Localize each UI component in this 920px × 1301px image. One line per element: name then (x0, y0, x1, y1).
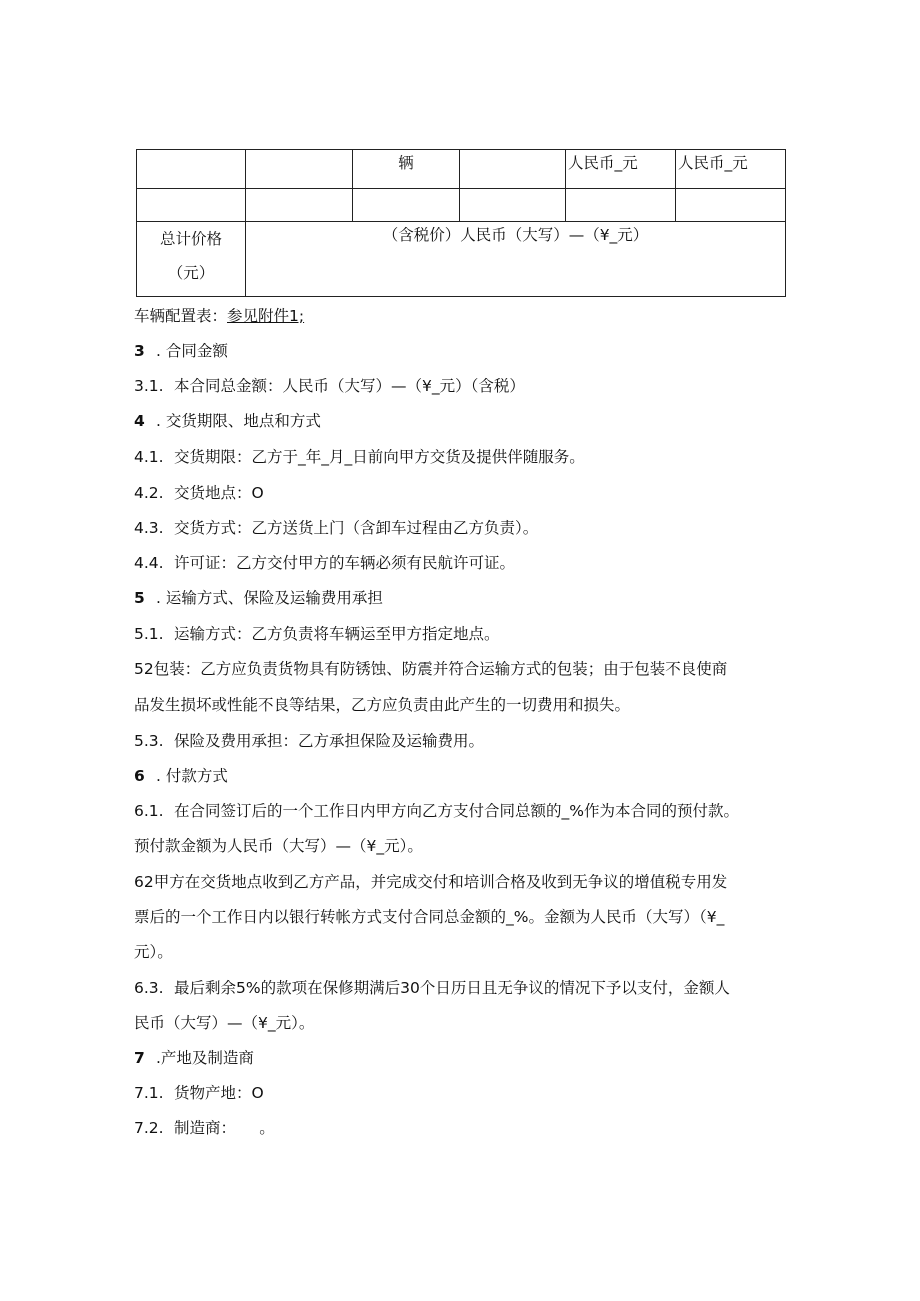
section-heading (134, 765, 228, 787)
clause-text: 最后剩余5%的款项在保修期满后30个日历日且无争议的情况下予以支付，金额人 (174, 979, 730, 997)
section-title: . 合同金额 (156, 342, 228, 360)
clause-number: 5.1. (134, 625, 164, 643)
clause-text: 票后的一个工作日内以银行转帐方式支付合同总金额的_%。金额为人民币（大写）（¥_ (134, 908, 725, 926)
clause-number: 7.2. (134, 1119, 164, 1137)
table-cell (460, 189, 566, 222)
section-heading (134, 340, 228, 362)
clause-text: 运输方式：乙方负责将车辆运至甲方指定地点。 (174, 625, 500, 643)
clause-number: 4.2. (134, 484, 164, 502)
section-number: 3 (134, 342, 145, 360)
clause (134, 375, 525, 397)
total-label-unit: （元） (167, 264, 215, 282)
clause-text: 制造商： 。 (174, 1119, 275, 1137)
clause-text: 预付款金额为人民币（大写）—（¥_元）。 (134, 837, 423, 855)
table-cell (676, 189, 786, 222)
section-heading (134, 410, 321, 432)
clause-text: 货物产地：O (174, 1084, 264, 1102)
clause-number: 6.3. (134, 979, 164, 997)
clause-text: 52包装：乙方应负责货物具有防锈蚀、防震并符合运输方式的包装；由于包装不良使商 (134, 660, 728, 678)
clause-number: 4.1. (134, 448, 164, 466)
clause (134, 977, 730, 999)
table-row-total (137, 222, 786, 297)
clause-text: 交货期限：乙方于_年_月_日前向甲方交货及提供伴随服务。 (174, 448, 585, 466)
clause-number: 3.1. (134, 377, 164, 395)
clause (134, 1117, 275, 1139)
price-table (136, 149, 786, 297)
section-title: .产地及制造商 (156, 1049, 254, 1067)
section-heading (134, 587, 383, 609)
table-cell (353, 189, 460, 222)
clause-text: 62甲方在交货地点收到乙方产品，并完成交付和培训合格及收到无争议的增值税专用发 (134, 873, 728, 891)
table-cell-unit-price: 人民币_元 (566, 150, 676, 189)
section-heading (134, 1047, 254, 1069)
section-number: 6 (134, 767, 145, 785)
clause-number: 7.1. (134, 1084, 164, 1102)
clause (134, 623, 500, 645)
section-title: . 运输方式、保险及运输费用承担 (156, 589, 383, 607)
clause-text: 交货地点：O (174, 484, 264, 502)
clause (134, 517, 538, 539)
table-cell-subtotal: 人民币_元 (676, 150, 786, 189)
clause (134, 1082, 264, 1104)
clause-text: 保险及费用承担：乙方承担保险及运输费用。 (174, 732, 485, 750)
clause-number: 4.4. (134, 554, 164, 572)
config-label: 车辆配置表： (134, 307, 228, 325)
clause (134, 482, 264, 504)
config-line (134, 305, 304, 327)
table-row (137, 150, 786, 189)
section-number: 4 (134, 412, 145, 430)
table-cell (566, 189, 676, 222)
clause-text: 许可证：乙方交付甲方的车辆必须有民航许可证。 (174, 554, 516, 572)
total-label-line: 总计价格 (159, 230, 222, 248)
table-cell-unit: 辆 (353, 150, 460, 189)
table-cell (460, 150, 566, 189)
table-cell (137, 189, 246, 222)
total-price-value: （含税价）人民币（大写）—（¥_元） (246, 222, 786, 297)
section-title: . 交货期限、地点和方式 (156, 412, 321, 430)
table-cell (246, 189, 353, 222)
clause-text: 在合同签订后的一个工作日内甲方向乙方支付合同总额的_%作为本合同的预付款。 (174, 802, 739, 820)
clause-text: 元）。 (134, 943, 173, 961)
section-number: 7 (134, 1049, 145, 1067)
clause-number: 5.3. (134, 732, 164, 750)
section-number: 5 (134, 589, 145, 607)
clause (134, 730, 484, 752)
clause (134, 552, 515, 574)
table-row (137, 189, 786, 222)
config-link[interactable]: 参见附件1; (227, 307, 305, 325)
clause-text: 民币（大写）—（¥_元）。 (134, 1014, 315, 1032)
table-cell (246, 150, 353, 189)
table-cell (137, 150, 246, 189)
total-price-label (137, 222, 246, 297)
clause (134, 446, 585, 468)
clause-number: 4.3. (134, 519, 164, 537)
clause-text: 交货方式：乙方送货上门（含卸车过程由乙方负责）。 (174, 519, 539, 537)
clause-text: 本合同总金额：人民币（大写）—（¥_元）（含税） (174, 377, 525, 395)
clause-number: 6.1. (134, 802, 164, 820)
clause-text: 品发生损坏或性能不良等结果，乙方应负责由此产生的一切费用和损失。 (134, 696, 631, 714)
clause (134, 800, 739, 822)
section-title: . 付款方式 (156, 767, 228, 785)
